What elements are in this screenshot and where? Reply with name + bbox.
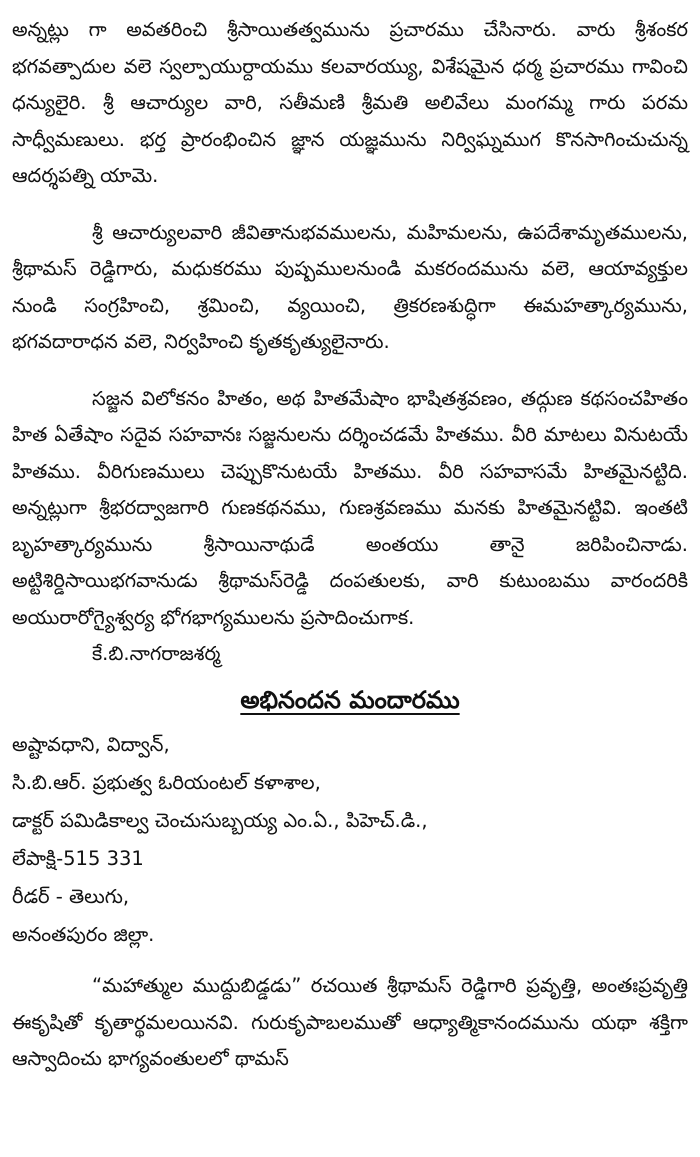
document-page <box>12 12 688 1078</box>
address-line: రీడర్ - తెలుగు, <box>12 885 130 908</box>
address-line: డాక్టర్ పమిడికాల్వ చెంచుసుబ్బయ్య ఎం.ఏ., పిహెచ్.డి., <box>12 809 428 832</box>
paragraph-intro: అన్నట్లు గా అవతరించి శ్రీసాయితత్వమును ప్రచారము చేసినారు. వారు శ్రీశంకర భగవత్పాదుల వలె స్వల్పాయుర్దాయము కలవారయ్యు, విశేషమైన ధర్మ ప్రచారము గావించి ధన్యులైరి. శ్రీ ఆచార్యుల వారి, సతీమణి శ్రీమతి అలివేలు మంగమ్మ గారు పరమ సాధ్వీమణులు. భర్త ప్రారంభించిన జ్ఞాన యజ్ఞమును నిర్విఘ్నముగ కొనసాగించుచున్న ఆదర్శపత్ని యామె. <box>12 18 688 187</box>
paragraph-sajjana: సజ్జన విలోకనం హితం, అథ హితమేషాం భాషితశ్రవణం, తద్గుణ కథసంచహితం హిత ఏతేషాం సదైవ సహవానః సజ్జనులను దర్శించడమే హితము. వీరి మాటలు వినుటయే హితము. వీరిగుణములు చెప్పుకొనుటయే హితము. వీరి సహవాసమే హితమైనట్టిది. అన్నట్లుగా శ్రీభరద్వాజగారి గుణకథనము, గుణశ్రవణము మనకు హితమైనట్టివి. ఇంతటి బృహత్కార్యమును శ్రీసాయినాథుడే అంతయు తానై జరిపించినాడు. అట్టిశిర్డిసాయిభగవానుడు శ్రీథామస్‌రెడ్డి దంపతులకు, వారి కుటుంబము వారందరికి అయురారోగ్యైశ్వర్య భోగభాగ్యములను ప్రసాదించుగాక. <box>12 386 688 629</box>
paragraph-gap <box>12 195 688 215</box>
address-line: అనంతపురం జిల్లా. <box>12 923 155 946</box>
section-title: అభినందన మందారము <box>240 686 460 714</box>
address-line: అష్టావధాని, విద్వాన్, <box>12 733 170 756</box>
address-line: లేపాక్షి-515 331 <box>12 847 144 870</box>
paragraph-closing: “మహాత్ముల ముద్దుబిడ్డడు” రచయిత శ్రీథామస్ రెడ్డిగారి ప్రవృత్తి, అంతఃప్రవృత్తి ఈకృషితో కృతార్థమలయినవి. గురుకృపాబలముతో ఆధ్యాత్మికానందమును యథా శక్తిగా ఆస్వాదించు భాగ్యవంతులలో థామస్ <box>12 974 688 1070</box>
paragraph-acharya-experiences: శ్రీ ఆచార్యులవారి జీవితానుభవములను, మహిమలను, ఉపదేశామృతములను, శ్రీథామస్ రెడ్డిగారు, మధుకరము పుష్పములనుండి మకరందమును వలె, ఆయావ్యక్తుల నుండి సంగ్రహించి, శ్రమించి, వ్యయించి, త్రికరణశుద్ధిగా ఈమహత్కార్యమును, భగవదారాధన వలె, నిర్వహించి కృతకృత్యులైనారు. <box>12 220 688 353</box>
author-address-block <box>12 726 688 954</box>
address-line: సి.బి.ఆర్. ప్రభుత్వ ఓరియంటల్ కళాశాల, <box>12 771 321 794</box>
author-signature: కే.బి.నాగరాజశర్మ <box>92 642 221 665</box>
paragraph-gap <box>12 361 688 381</box>
